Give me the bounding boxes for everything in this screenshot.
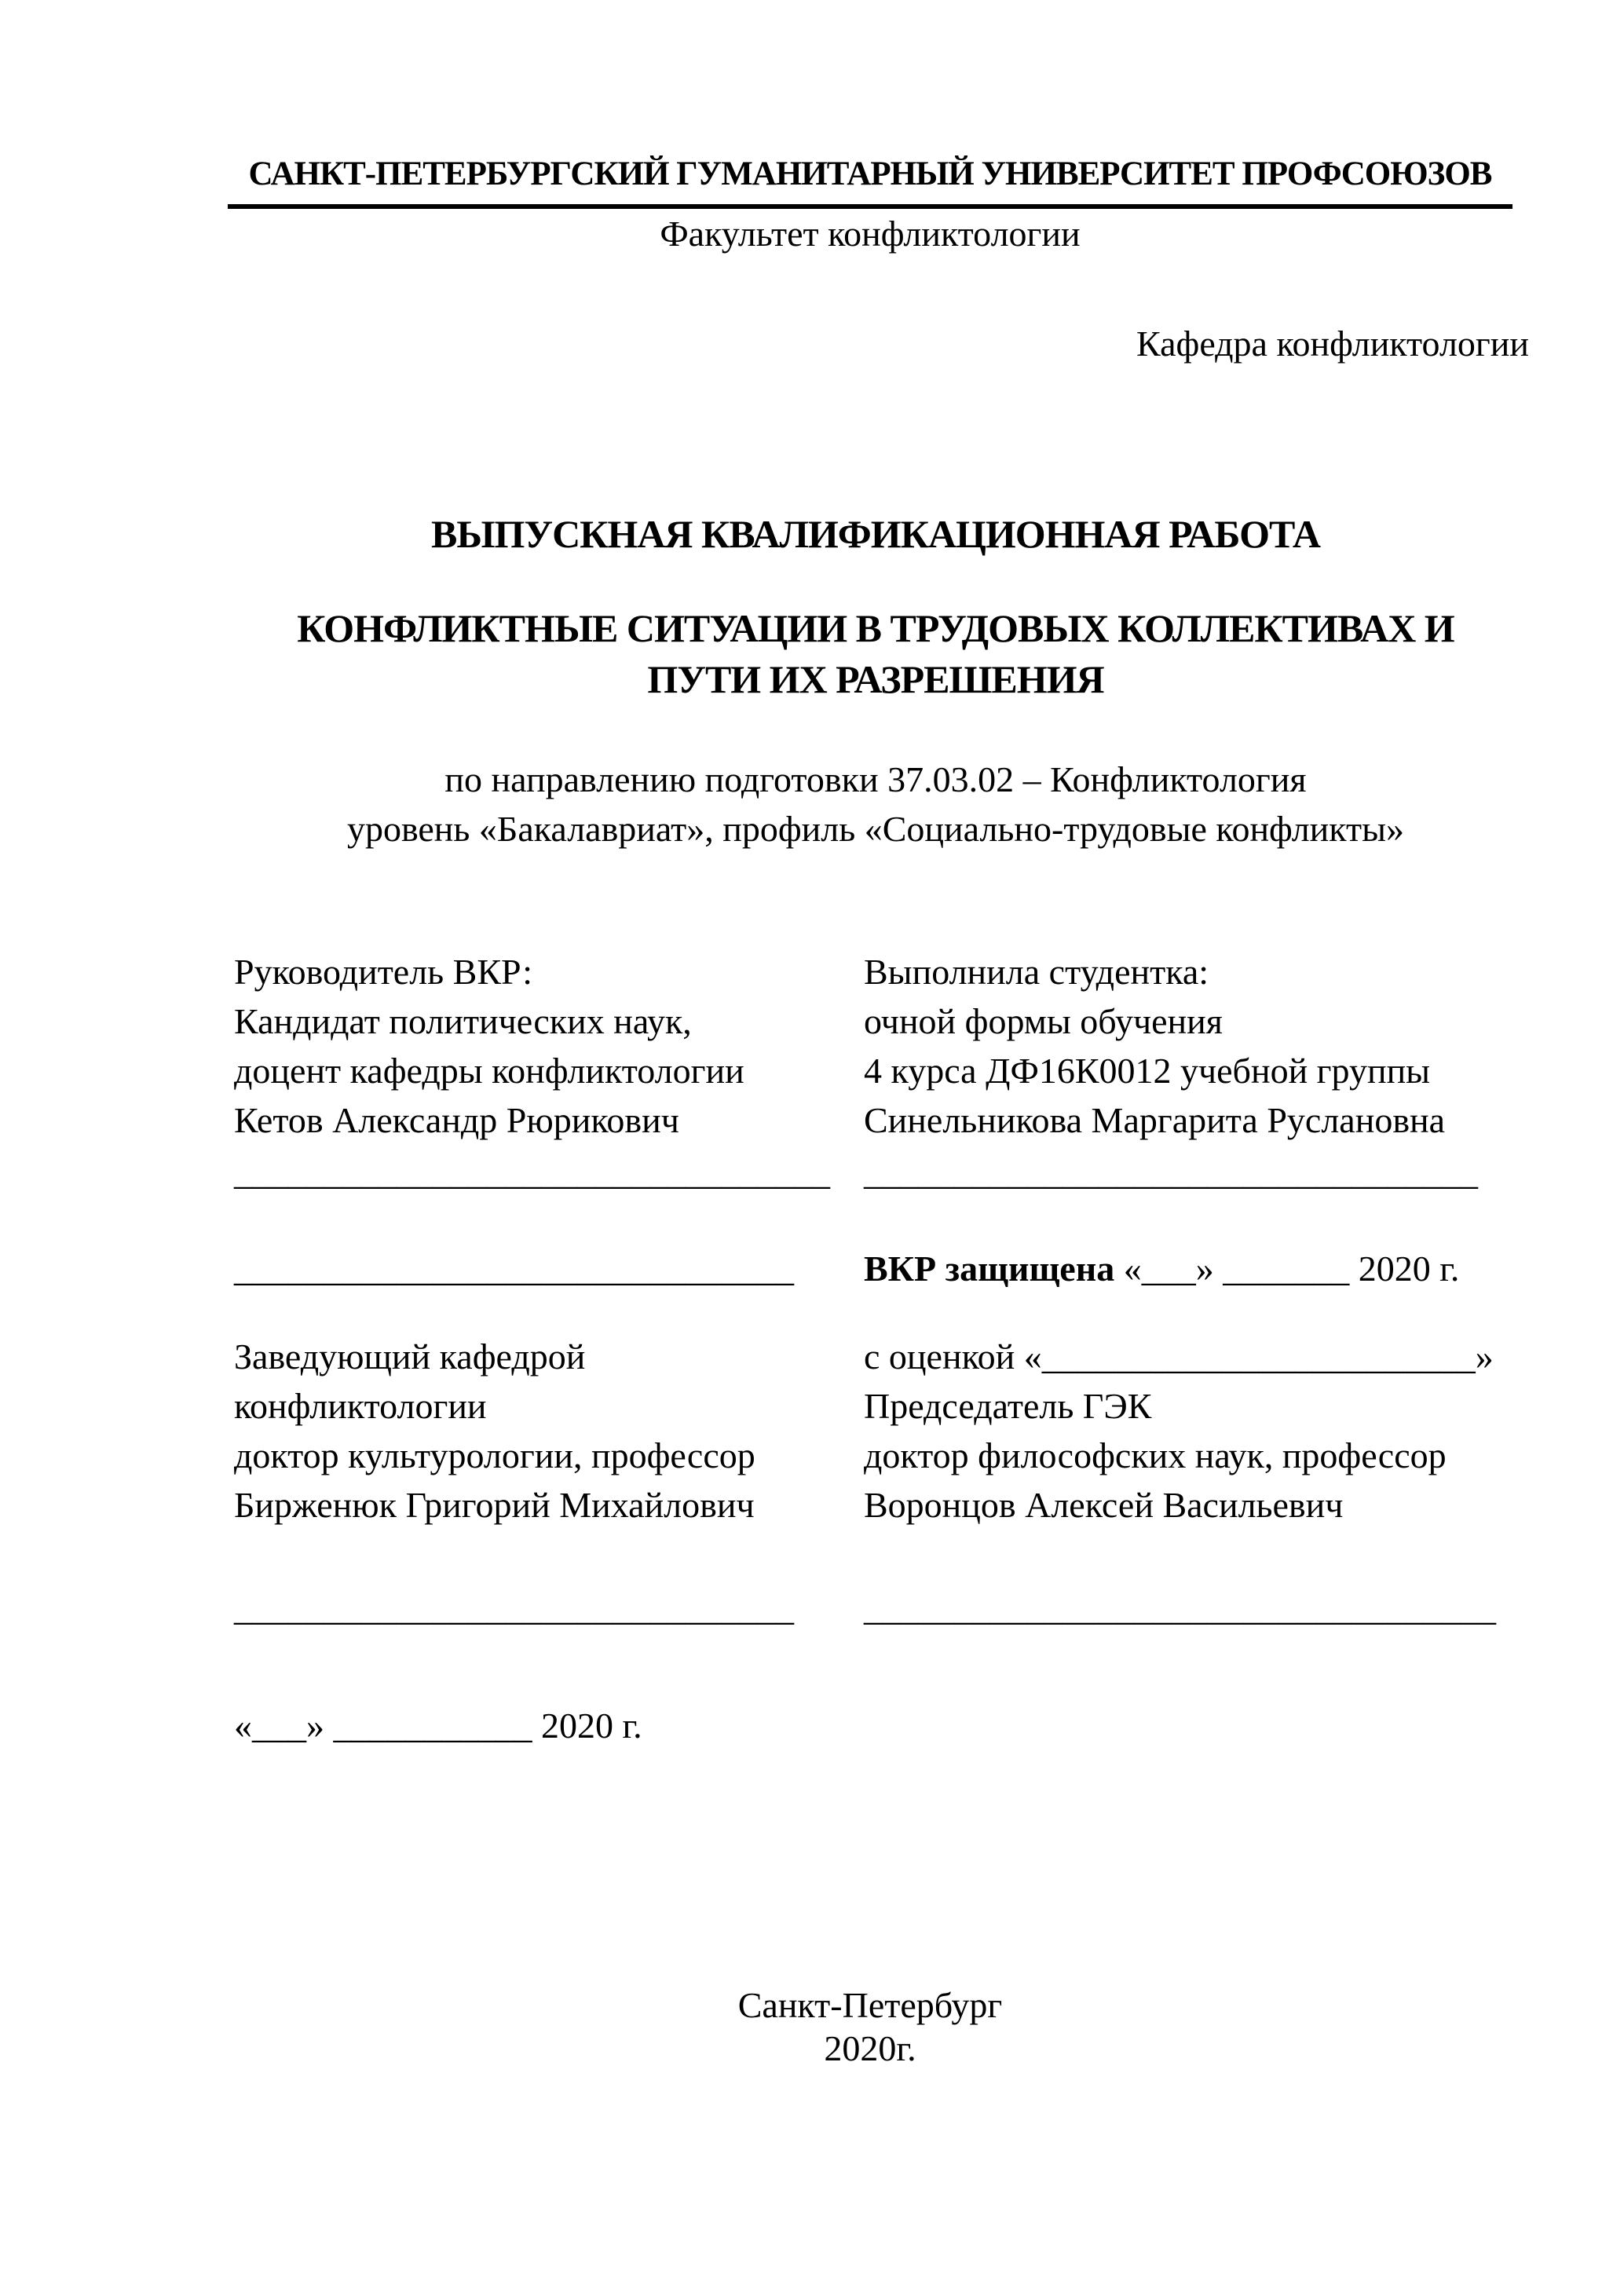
thesis-title <box>228 603 1523 705</box>
head-role-line-1: Заведующий кафедрой <box>234 1336 586 1377</box>
footer-year: 2020г. <box>824 2028 916 2068</box>
student-signature-line: __________________________________ <box>864 1152 1478 1192</box>
supervisor-degree: Кандидат политических наук, <box>234 1001 692 1041</box>
student-role-label: Выполнила студентка: <box>864 952 1209 992</box>
supervisor-signature-line-1: _________________________________ <box>234 1152 830 1192</box>
faculty-name: Факультет конфликтологии <box>660 214 1081 254</box>
supervisor-signature-line-2: _______________________________ <box>234 1249 794 1289</box>
university-name: САНКТ-ПЕТЕРБУРГСКИЙ ГУМАНИТАРНЫЙ УНИВЕРСИТЕТ ПРОФСОЮЗОВ <box>228 154 1512 209</box>
defense-grade-line: с оценкой «________________________» <box>864 1336 1494 1377</box>
student-study-form: очной формы обучения <box>864 1001 1223 1041</box>
defense-defended-label: ВКР защищена <box>864 1249 1115 1289</box>
head-date-line: «___» ___________ 2020 г. <box>234 1706 642 1746</box>
gec-chair-role: Председатель ГЭК <box>864 1386 1152 1426</box>
head-name: Бирженюк Григорий Михайлович <box>234 1485 755 1525</box>
thesis-title-line-1: КОНФЛИКТНЫЕ СИТУАЦИИ В ТРУДОВЫХ КОЛЛЕКТИВАХ И <box>297 606 1454 650</box>
footer-block <box>228 1983 1512 2070</box>
defense-defended-date-blank: «___» _______ 2020 г. <box>1114 1249 1460 1289</box>
gec-signature-line: ___________________________________ <box>864 1588 1496 1628</box>
footer-city: Санкт-Петербург <box>737 1985 1003 2025</box>
head-role-line-2: конфликтологии <box>234 1386 487 1426</box>
head-degree: доктор культурологии, профессор <box>234 1435 755 1475</box>
supervisor-name: Кетов Александр Рюрикович <box>234 1100 679 1140</box>
student-group: 4 курса ДФ16К0012 учебной группы <box>864 1051 1431 1091</box>
thesis-title-line-2: ПУТИ ИХ РАЗРЕШЕНИЯ <box>647 657 1104 701</box>
work-type-heading: ВЫПУСКНАЯ КВАЛИФИКАЦИОННАЯ РАБОТА <box>431 512 1320 556</box>
gec-chair-name: Воронцов Алексей Васильевич <box>864 1485 1344 1525</box>
supervisor-position: доцент кафедры конфликтологии <box>234 1051 744 1091</box>
right-column <box>864 947 1547 1632</box>
program-level: уровень «Бакалавриат», профиль «Социально-трудовые конфликты» <box>346 809 1405 849</box>
student-name: Синельникова Маргарита Руслановна <box>864 1100 1446 1140</box>
department-name: Кафедра конфликтологии <box>1136 324 1529 364</box>
program-block <box>228 755 1523 854</box>
defense-status-line <box>864 1244 1547 1293</box>
supervisor-role-label: Руководитель ВКР: <box>234 952 533 992</box>
program-direction: по направлению подготовки 37.03.02 – Конфликтология <box>444 759 1307 799</box>
left-column <box>234 947 847 1750</box>
head-signature-line: _______________________________ <box>234 1588 794 1628</box>
gec-chair-degree: доктор философских наук, профессор <box>864 1435 1447 1475</box>
